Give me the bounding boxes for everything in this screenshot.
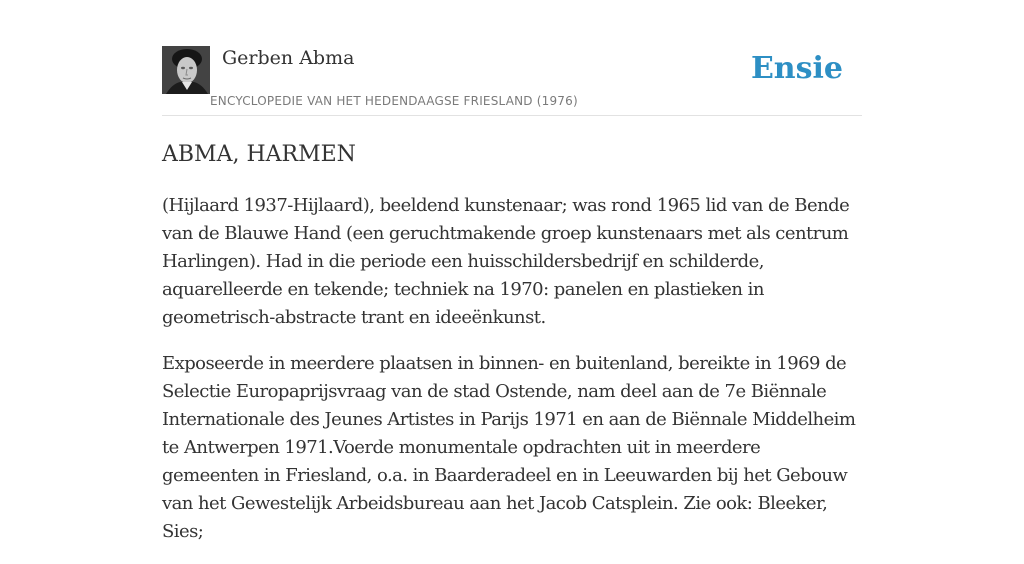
author-avatar[interactable] <box>162 46 210 94</box>
ensie-logo[interactable]: Ensie <box>750 51 843 86</box>
article-paragraph: (Hijlaard 1937-Hijlaard), beeldend kunstenaar; was rond 1965 lid van de Bende van de Blauwe Hand (een geruchtmakende groep kunstenaars met als centrum Harlingen). Had in die periode een huisschildersbedrijf en schilderde, aquarelleerde en tekende; techniek na 1970: panelen en plastieken in geometrisch-abstracte trant en ideeënkunst. <box>162 195 850 328</box>
article-paragraph: Exposeerde in meerdere plaatsen in binnen- en buitenland, bereikte in 1969 de Selectie Europaprijsvraag van de stad Ostende, nam deel aan de 7e Biënnale Internationale des Jeunes Artistes in Parijs 1971 en aan de Biënnale Middelheim te Antwerpen 1971.Voerde monumentale opdrachten uit in meerdere gemeenten in Friesland, o.a. in Baarderadeel en in Leeuwarden bij het Gebouw van het Gewestelijk Arbeidsbureau aan het Jacob Catsplein. Zie ook: Bleeker, Sies; <box>162 353 856 542</box>
source-label[interactable]: ENCYCLOPEDIE VAN HET HEDENDAAGSE FRIESLAND (1976) <box>210 94 578 108</box>
article-title: ABMA, HARMEN <box>162 142 356 167</box>
page-header <box>162 46 862 116</box>
article-body <box>162 192 862 564</box>
author-portrait-image <box>162 46 210 94</box>
author-name[interactable]: Gerben Abma <box>222 47 355 69</box>
